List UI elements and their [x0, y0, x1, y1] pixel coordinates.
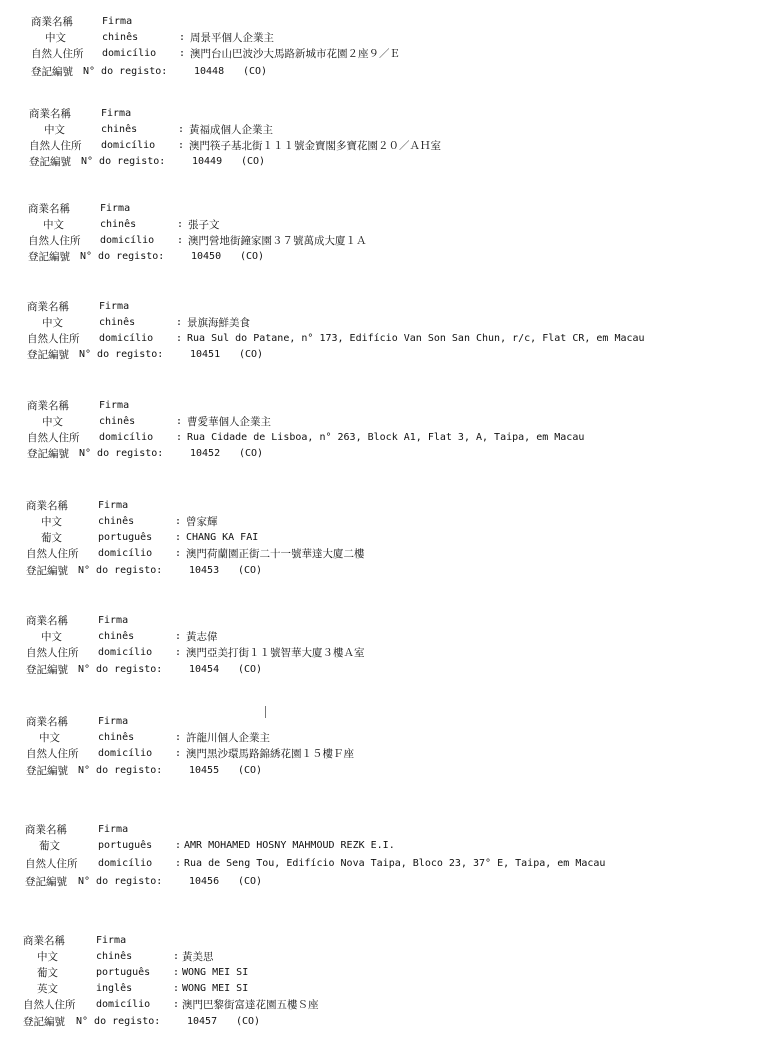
domicile-label-zh: 自然人住所 [26, 647, 79, 659]
domicile-label-pt: domicílio [99, 333, 154, 344]
regno-label-zh: 登記編號 [27, 349, 69, 361]
chinese-name-value: 景旗海鮮美食 [187, 317, 250, 329]
chinese-name-value: 黃志偉 [186, 631, 218, 643]
regno-label-zh: 登記編號 [25, 876, 67, 888]
registration-number: 10450 [191, 251, 222, 262]
chinese-name-value: 黃福成個人企業主 [189, 124, 273, 136]
regno-label-pt: N° do registo: [76, 1016, 161, 1027]
registration-number: 10453 [189, 565, 220, 576]
chinese-name-value: 許龍川個人企業主 [186, 732, 270, 744]
trade-name-label-zh: 商業名稱 [27, 301, 69, 313]
regno-label-pt: N° do registo: [78, 664, 163, 675]
registration-suffix: (CO) [243, 66, 268, 77]
registration-number: 10455 [189, 765, 220, 776]
chinese-label-zh: 中文 [41, 631, 62, 643]
separator-colon: : [175, 548, 182, 559]
domicile-label-zh: 自然人住所 [27, 333, 80, 345]
separator-colon: : [175, 858, 182, 869]
trade-name-label-pt: Firma [96, 935, 127, 946]
trade-name-label-pt: Firma [100, 203, 131, 214]
english-name-value: WONG MEI SI [182, 983, 249, 994]
domicile-label-zh: 自然人住所 [25, 858, 78, 870]
trade-name-label-zh: 商業名稱 [25, 824, 67, 836]
portuguese-name-value: CHANG KA FAI [186, 532, 259, 543]
domicile-value: 澳門荷蘭園正街二十一號華達大廈二樓 [186, 548, 365, 560]
domicile-label-pt: domicílio [98, 647, 153, 658]
chinese-name-value: 曾家輝 [186, 516, 218, 528]
chinese-label-pt: chinês [98, 732, 135, 743]
chinese-label-zh: 中文 [44, 124, 65, 136]
trade-name-label-zh: 商業名稱 [29, 108, 71, 120]
separator-colon: : [179, 48, 186, 59]
trade-name-label-zh: 商業名稱 [23, 935, 65, 947]
regno-label-zh: 登記編號 [23, 1016, 65, 1028]
chinese-label-zh: 中文 [42, 416, 63, 428]
separator-colon: : [177, 235, 184, 246]
registration-suffix: (CO) [236, 1016, 261, 1027]
trade-name-label-zh: 商業名稱 [26, 615, 68, 627]
domicile-value: 澳門黑沙環馬路錦綉花園１５樓Ｆ座 [186, 748, 354, 760]
domicile-label-zh: 自然人住所 [27, 432, 80, 444]
chinese-name-value: 曹愛華個人企業主 [187, 416, 271, 428]
chinese-label-pt: chinês [102, 32, 139, 43]
trade-name-label-zh: 商業名稱 [26, 500, 68, 512]
trade-name-label-pt: Firma [98, 824, 129, 835]
registration-suffix: (CO) [238, 565, 263, 576]
trade-name-label-zh: 商業名稱 [31, 16, 73, 28]
domicile-label-pt: domicílio [98, 748, 153, 759]
separator-colon: : [177, 219, 184, 230]
domicile-label-zh: 自然人住所 [26, 548, 79, 560]
domicile-label-pt: domicílio [101, 140, 156, 151]
trade-name-label-pt: Firma [99, 400, 130, 411]
domicile-value: 澳門營地街鐘家園３７號萬成大廈１Ａ [188, 235, 367, 247]
registration-number: 10451 [190, 349, 221, 360]
registration-number: 10448 [194, 66, 225, 77]
trade-name-label-pt: Firma [99, 301, 130, 312]
chinese-label-pt: chinês [101, 124, 138, 135]
regno-label-pt: N° do registo: [83, 66, 168, 77]
regno-label-zh: 登記編號 [27, 448, 69, 460]
domicile-label-zh: 自然人住所 [23, 999, 76, 1011]
regno-label-pt: N° do registo: [78, 565, 163, 576]
domicile-label-pt: domicílio [102, 48, 157, 59]
registration-suffix: (CO) [239, 349, 264, 360]
separator-colon: : [179, 32, 186, 43]
trade-name-label-pt: Firma [101, 108, 132, 119]
regno-label-pt: N° do registo: [79, 448, 164, 459]
chinese-label-zh: 中文 [43, 219, 64, 231]
chinese-label-zh: 中文 [42, 317, 63, 329]
chinese-name-value: 黃美思 [182, 951, 214, 963]
domicile-value: 澳門亞美打街１１號智華大廈３樓Ａ室 [186, 647, 365, 659]
portuguese-label-pt: português [98, 840, 153, 851]
chinese-name-value: 張子文 [188, 219, 220, 231]
chinese-label-zh: 中文 [39, 732, 60, 744]
registration-suffix: (CO) [238, 664, 263, 675]
separator-colon: : [176, 432, 183, 443]
registration-number: 10456 [189, 876, 220, 887]
separator-colon: : [173, 983, 180, 994]
domicile-value: Rua Cidade de Lisboa, n° 263, Block A1, Flat 3, A, Taipa, em Macau [187, 432, 585, 443]
portuguese-label-zh: 葡文 [37, 967, 58, 979]
separator-colon: : [175, 840, 182, 851]
regno-label-zh: 登記編號 [31, 66, 73, 78]
domicile-value: 澳門巴黎街富達花園五樓Ｓ座 [182, 999, 319, 1011]
registration-suffix: (CO) [239, 448, 264, 459]
trade-name-label-zh: 商業名稱 [26, 716, 68, 728]
separator-colon: : [175, 647, 182, 658]
portuguese-label-pt: português [98, 532, 153, 543]
chinese-label-pt: chinês [96, 951, 133, 962]
domicile-label-pt: domicílio [100, 235, 155, 246]
chinese-label-pt: chinês [100, 219, 137, 230]
separator-colon: : [175, 631, 182, 642]
registration-number: 10449 [192, 156, 223, 167]
regno-label-zh: 登記編號 [29, 156, 71, 168]
regno-label-zh: 登記編號 [26, 664, 68, 676]
portuguese-label-zh: 葡文 [39, 840, 60, 852]
chinese-label-pt: chinês [98, 516, 135, 527]
domicile-label-pt: domicílio [98, 858, 153, 869]
regno-label-zh: 登記編號 [26, 565, 68, 577]
portuguese-label-zh: 葡文 [41, 532, 62, 544]
regno-label-pt: N° do registo: [79, 349, 164, 360]
separator-colon: : [176, 317, 183, 328]
separator-colon: : [178, 124, 185, 135]
portuguese-name-value: AMR MOHAMED HOSNY MAHMOUD REZK E.I. [184, 840, 395, 851]
separator-colon: : [173, 951, 180, 962]
chinese-label-pt: chinês [99, 416, 136, 427]
domicile-label-pt: domicílio [99, 432, 154, 443]
portuguese-label-pt: português [96, 967, 151, 978]
separator-colon: : [178, 140, 185, 151]
domicile-label-zh: 自然人住所 [31, 48, 84, 60]
regno-label-pt: N° do registo: [78, 765, 163, 776]
trade-name-label-zh: 商業名稱 [27, 400, 69, 412]
regno-label-pt: N° do registo: [78, 876, 163, 887]
chinese-label-zh: 中文 [41, 516, 62, 528]
trade-name-label-pt: Firma [98, 500, 129, 511]
domicile-label-zh: 自然人住所 [28, 235, 81, 247]
english-label-zh: 英文 [37, 983, 58, 995]
separator-colon: : [176, 416, 183, 427]
trade-name-label-pt: Firma [98, 615, 129, 626]
domicile-label-zh: 自然人住所 [29, 140, 82, 152]
separator-colon: : [175, 748, 182, 759]
domicile-value: Rua de Seng Tou, Edifício Nova Taipa, Bloco 23, 37° E, Taipa, em Macau [184, 858, 606, 869]
domicile-label-pt: domicílio [98, 548, 153, 559]
registration-suffix: (CO) [241, 156, 266, 167]
domicile-value: 澳門筷子基北街１１１號金寶閣多寶花園２０／ＡＨ室 [189, 140, 441, 152]
trade-name-label-pt: Firma [98, 716, 129, 727]
portuguese-name-value: WONG MEI SI [182, 967, 249, 978]
domicile-value: 澳門台山巴波沙大馬路新城市花園２座９／Ｅ [190, 48, 400, 60]
chinese-label-zh: 中文 [45, 32, 66, 44]
regno-label-zh: 登記編號 [28, 251, 70, 263]
registration-suffix: (CO) [238, 876, 263, 887]
english-label-pt: inglês [96, 983, 133, 994]
separator-colon: : [175, 532, 182, 543]
registration-number: 10454 [189, 664, 220, 675]
chinese-label-pt: chinês [99, 317, 136, 328]
domicile-label-pt: domicílio [96, 999, 151, 1010]
regno-label-pt: N° do registo: [81, 156, 166, 167]
registration-number: 10452 [190, 448, 221, 459]
separator-colon: : [176, 333, 183, 344]
trade-name-label-zh: 商業名稱 [28, 203, 70, 215]
domicile-value: Rua Sul do Patane, n° 173, Edifício Van Son San Chun, r/c, Flat CR, em Macau [187, 333, 645, 344]
registration-number: 10457 [187, 1016, 218, 1027]
registration-suffix: (CO) [238, 765, 263, 776]
chinese-label-pt: chinês [98, 631, 135, 642]
separator-colon: : [173, 999, 180, 1010]
registration-suffix: (CO) [240, 251, 265, 262]
scan-artifact-mark [265, 706, 266, 718]
separator-colon: : [175, 516, 182, 527]
regno-label-zh: 登記編號 [26, 765, 68, 777]
separator-colon: : [173, 967, 180, 978]
separator-colon: : [175, 732, 182, 743]
domicile-label-zh: 自然人住所 [26, 748, 79, 760]
chinese-label-zh: 中文 [37, 951, 58, 963]
regno-label-pt: N° do registo: [80, 251, 165, 262]
trade-name-label-pt: Firma [102, 16, 133, 27]
chinese-name-value: 周景平個人企業主 [190, 32, 274, 44]
